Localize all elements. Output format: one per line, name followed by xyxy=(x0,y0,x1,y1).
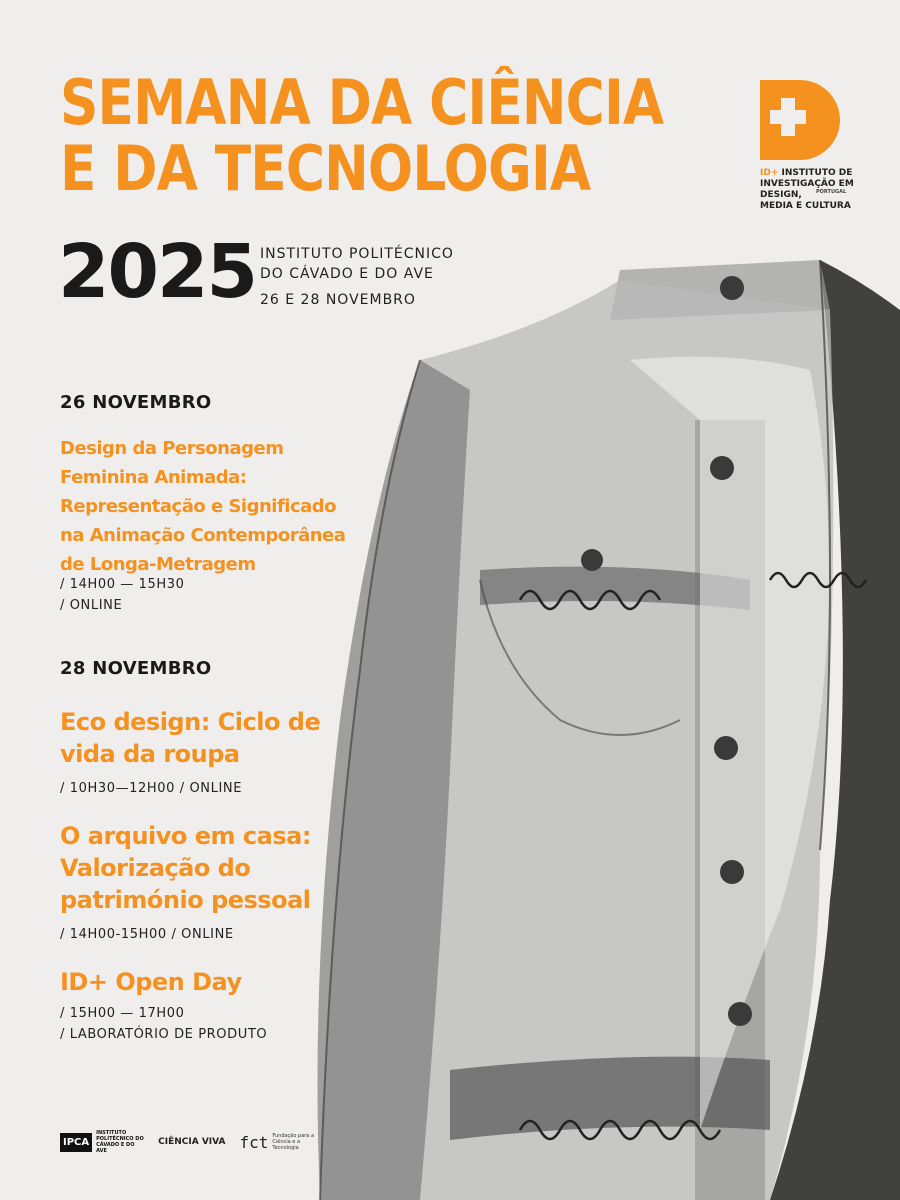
institution-line-2: DO CÁVADO E DO AVE xyxy=(260,266,434,282)
day-2-event-3-time: / 15H00 — 17H00 xyxy=(60,1006,185,1021)
day-2-event-1-meta: / 10H30—12H00 / ONLINE xyxy=(60,781,243,796)
event-dates: 26 E 28 NOVEMBRO xyxy=(260,292,416,308)
logo-line-4: MEDIA E CULTURA xyxy=(760,201,851,211)
fct-mark: fct xyxy=(239,1132,269,1152)
day-1-event-1-title: Design da Personagem Feminina Animada: Representação e Significado na Animação Contemporânea de Longa-Metragem xyxy=(60,438,346,575)
ipca-mark: IPCA xyxy=(60,1133,92,1152)
day-2-event-3-title: ID+ Open Day xyxy=(60,968,242,996)
day-1-event-1-time: / 14H00 — 15H30 xyxy=(60,577,185,592)
fct-logo xyxy=(239,1133,322,1152)
day-2-event-2-title: O arquivo em casa: Valorização do património pessoal xyxy=(60,822,311,914)
ipca-name: INSTITUTO POLITÉCNICO DO CÁVADO E DO AVE xyxy=(96,1130,144,1154)
ciencia-viva-logo xyxy=(158,1137,225,1147)
title-line-1: SEMANA DA CIÊNCIA xyxy=(60,66,664,139)
ciencia-viva-label: CIÊNCIA VIVA xyxy=(158,1137,226,1147)
day-2-date: 28 NOVEMBRO xyxy=(60,658,212,679)
logo-line-3: DESIGN, xyxy=(760,190,802,200)
day-2-event-1-title: Eco design: Ciclo de vida da roupa xyxy=(60,708,321,768)
day-1-date: 26 NOVEMBRO xyxy=(60,392,212,413)
logo-line-1: INSTITUTO DE xyxy=(781,168,853,178)
institution-line-1: INSTITUTO POLITÉCNICO xyxy=(260,246,454,262)
institution-block xyxy=(260,244,454,310)
day-1-event-1-place: / ONLINE xyxy=(60,598,123,613)
ipca-logo xyxy=(60,1130,144,1154)
year: 2025 xyxy=(58,229,256,315)
id-plus-logo-icon xyxy=(760,80,842,162)
day-2-event-2-meta: / 14H00-15H00 / ONLINE xyxy=(60,927,234,942)
fct-name: Fundação para a Ciência e a Tecnologia xyxy=(272,1133,315,1151)
poster-title xyxy=(60,66,664,205)
day-2-event-3-place: / LABORATÓRIO DE PRODUTO xyxy=(60,1027,268,1042)
title-line-2: E DA TECNOLOGIA xyxy=(60,132,591,205)
logo-id: ID+ xyxy=(760,168,779,178)
logo-country: PORTUGAL xyxy=(816,189,847,195)
sponsor-logos xyxy=(60,1124,322,1160)
garment-illustration xyxy=(300,250,900,1200)
logo-line-2: INVESTIGAÇÃO EM xyxy=(760,179,854,189)
